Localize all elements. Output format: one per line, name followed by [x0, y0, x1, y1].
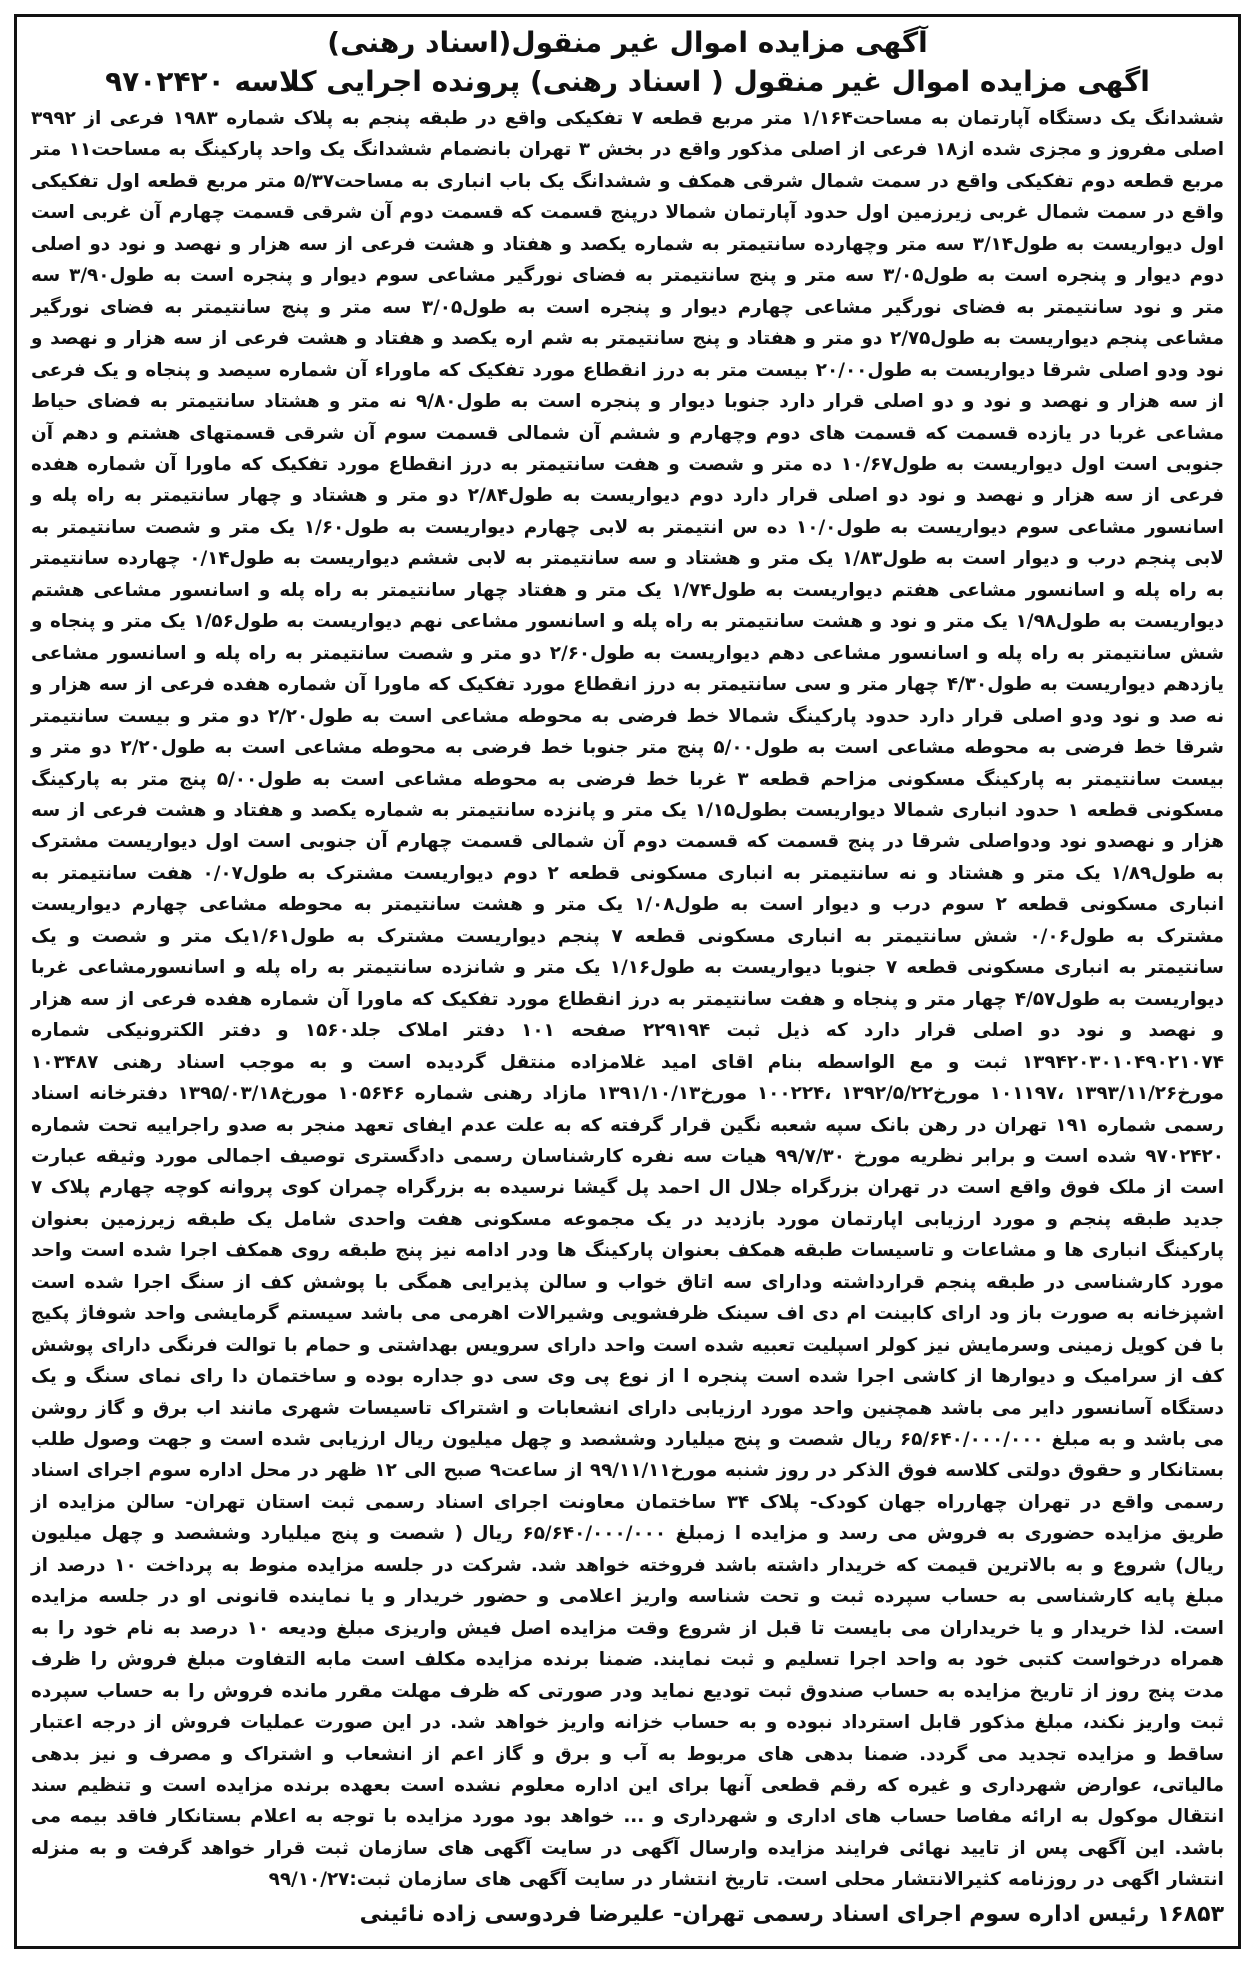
notice-body: ششدانگ یک دستگاه آپارتمان به مساحت۱/۱۶۴ متر مربع قطعه ۷ تفکیکی واقع در طبقه پنجم به پلاک شماره ۱۹۸۳ فرعی از ۳۹۹۲ اصلی مفروز و مجزی شده از۱۸ فرعی از اصلی مذکور واقع در بخش ۳ تهران بانضمام ششدانگ یک واحد پارکینگ به مساحت۱۱ متر مربع قطعه دوم تفکیکی واقع در سمت شمال شرقی همکف و ششدانگ یک باب انباری به مساحت۵/۳۷ متر مربع قطعه اول تفکیکی واقع در سمت شمال غربی زیرزمین اول حدود آپارتمان شمالا درپنج قسمت که قسمت دوم آن شرقی قسمت چهارم آن غربی است اول دیواریست به طول۳/۱۴ سه متر وچهارده سانتیمتر به شماره یکصد و هفتاد و هشت فرعی از سه هزار و نهصد و نود دو اصلی دوم دیوار و پنجره است به طول۳/۰۵ سه متر و پنج سانتیمتر به فضای نورگیر مشاعی سوم دیوار و پنجره است به طول۳/۹۰ سه متر و نود سانتیمتر به فضای نورگیر مشاعی چهارم دیوار و پنجره است به طول۳/۰۵ سه متر و پنج سانتیمتر به فضای نورگیر مشاعی پنجم دیواریست به طول۲/۷۵ دو متر و هفتاد و پنج سانتیمتر به شم اره یکصد و هفتاد و هشت فرعی از سه هزار و نهصد و نود ودو اصلی شرقا دیواریست به طول۲۰/۰۰ بیست متر به درز انقطاع مورد تفکیک که ماوراء آن شماره سیصد و پنجاه و یک فرعی از سه هزار و نهصد و نود و دو اصلی قرار دارد جنوبا دیوار و پنجره است به طول۹/۸۰ نه متر و هشتاد سانتیمتر به فضای حیاط مشاعی غربا در یازده قسمت که قسمت های دوم وچهارم و ششم آن شمالی قسمت سوم آن شرقی قسمتهای هشتم و دهم آن جنوبی است اول دیواریست به طول۱۰/۶۷ ده متر و شصت و هفت سانتیمتر به درز انقطاع مورد تفکیک که ماورا آن شماره هفده فرعی از سه هزار و نهصد و نود دو اصلی قرار دارد دوم دیواریست به طول۲/۸۴ دو متر و هشتاد و چهار سانتیمتر به راه پله و اسانسور مشاعی سوم دیواریست به طول۱۰/۰ ده س انتیمتر به لابی چهارم دیواریست به طول۱/۶۰ یک متر و شصت سانتیمتر به لابی پنجم درب و دیوار است به طول۱/۸۳ یک متر و هشتاد و سه سانتیمتر به لابی ششم دیواریست به طول۰/۱۴ چهارده سانتیمتر به راه پله و اسانسور مشاعی هفتم دیواریست به طول۱/۷۴ یک متر و هفتاد چهار سانتیمتر به راه پله و اسانسور مشاعی هشتم دیواریست به طول۱/۹۸ یک متر و نود و هشت سانتیمتر به راه پله و اسانسور مشاعی نهم دیواریست به طول۱/۵۶ یک متر و پنجاه و شش سانتیمتر به راه پله و اسانسور مشاعی دهم دیواریست به طول۲/۶۰ دو متر و شصت سانتیمتر به راه پله و اسانسور مشاعی یازدهم دیواریست به طول۴/۳۰ چهار متر و سی سانتیمتر به درز انقطاع مورد تفکیک که ماورا آن شماره هفده فرعی از سه هزار و نه صد و نود ودو اصلی قرار دارد حدود پارکینگ شمالا خط فرضی به محوطه مشاعی است به طول۲/۲۰ دو متر و بیست سانتیمتر شرقا خط فرضی به محوطه مشاعی است به طول۵/۰۰ پنج متر جنوبا خط فرضی به محوطه مشاعی است به طول۲/۲۰ دو متر و بیست سانتیمتر به پارکینگ مسکونی مزاحم قطعه ۳ غربا خط فرضی به محوطه مشاعی است به طول۵/۰۰ پنج متر به پارکینگ مسکونی قطعه ۱ حدود انباری شمالا دیواریست بطول۱/۱۵ یک متر و پانزده سانتیمتر به شماره یکصد و هفتاد و هشت فرعی از سه هزار و نهصدو نود ودواصلی شرقا در پنج قسمت که قسمت دوم آن شمالی قسمت چهارم آن جنوبی است اول دیواریست مشترک به طول۱/۸۹ یک متر و هشتاد و نه سانتیمتر به انباری مسکونی قطعه ۲ دوم دیواریست مشترک به طول۰/۰۷ هفت سانتیمتر به انباری مسکونی قطعه ۲ سوم درب و دیوار است به طول۱/۰۸ یک متر و هشت سانتیمتر به محوطه مشاعی چهارم دیواریست مشترک به طول۰/۰۶ شش سانتیمتر به انباری مسکونی قطعه ۷ پنجم دیواریست مشترک به طول۱/۶۱یک متر و شصت و یک سانتیمتر به انباری مسکونی قطعه ۷ جنوبا دیواریست به طول۱/۱۶ یک متر و شانزده سانتیمتر به راه پله و اسانسورمشاعی غربا دیواریست به طول۴/۵۷ چهار متر و پنجاه و هفت سانتیمتر به درز انقطاع مورد تفکیک که ماورا آن شماره هفده فرعی از سه هزار و نهصد و نود دو اصلی قرار دارد که ذیل ثبت ۲۲۹۱۹۴ صفحه ۱۰۱ دفتر املاک جلد۱۵۶۰ و دفتر الکترونیکی شماره ۱۳۹۴۲۰۳۰۱۰۴۹۰۲۱۰۷۴ ثبت و مع الواسطه بنام اقای امید غلامزاده منتقل گردیده است و به موجب اسناد رهنی ۱۰۳۴۸۷ مورخ۱۳۹۳/۱۱/۲۶ ،۱۰۱۱۹۷ مورخ۱۳۹۲/۵/۲۲ ،۱۰۰۲۲۴ مورخ۱۳۹۱/۱۰/۱۳ مازاد رهنی شماره ۱۰۵۶۴۶ مورخ۱۳۹۵/۰۳/۱۸ دفترخانه اسناد رسمی شماره ۱۹۱ تهران در رهن بانک سپه شعبه نگین قرار گرفته که به علت عدم ایفای تعهد منجر به صدو راجراییه تحت شماره ۹۷۰۲۴۲۰ شده است و برابر نظریه مورخ ۹۹/۷/۳۰ هیات سه نفره کارشناسان رسمی دادگستری توصیف اجمالی مورد وثیقه عبارت است از ملک فوق واقع است در تهران بزرگراه جلال ال احمد پل گیشا نرسیده به بزرگراه چمران کوی پروانه کوچه چهارم پلاک ۷ جدید طبقه پنجم و مورد ارزیابی اپارتمان مورد بازدید در یک مجموعه مسکونی هفت واحدی شامل یک طبقه زیرزمین بعنوان پارکینگ انباری ها و مشاعات و تاسیسات طبقه همکف بعنوان پارکینگ ها ودر ادامه نیز پنج طبقه روی همکف اجرا شده است واحد مورد کارشناسی در طبقه پنجم قرارداشته ودارای سه اتاق خواب و سالن پذیرایی همگی با پوشش کف از سنگ اجرا شده است اشپزخانه به صورت باز ود ارای کابینت ام دی اف سینک ظرفشویی وشیرالات اهرمی می باشد سیستم گرمایشی واحد شوفاژ پکیج با فن کویل زمینی وسرمایش نیز کولر اسپلیت تعبیه شده است واحد دارای سرویس بهداشتی و حمام با توالت فرنگی دارای پوشش کف از سرامیک و دیوارها از کاشی اجرا شده است پنجره ا از نوع پی وی سی دو جداره بوده و ساختمان دا رای نمای سنگ و یک دستگاه آسانسور دایر می باشد همچنین واحد مورد ارزیابی دارای انشعابات و اشتراک تاسیسات شهری مانند اب برق و گاز روشن می باشد و به مبلغ ۶۵/۶۴۰/۰۰۰/۰۰۰ ریال شصت و پنج میلیارد وششصد و چهل میلیون ریال ارزیابی شده است و جهت وصول طلب بستانکار و حقوق دولتی کلاسه فوق الذکر در روز شنبه مورخ۹۹/۱۱/۱۱ از ساعت۹ صبح الی ۱۲ ظهر در محل اداره سوم اجرای اسناد رسمی واقع در تهران چهارراه جهان کودک- پلاک ۳۴ ساختمان معاونت اجرای اسناد رسمی ثبت استان تهران- سالن مزایده از طریق مزایده حضوری به فروش می رسد و مزایده ا زمبلغ ۶۵/۶۴۰/۰۰۰/۰۰۰ ریال ( شصت و پنج میلیارد وششصد و چهل میلیون ریال) شروع و به بالاترین قیمت که خریدار داشته باشد فروخته خواهد شد. شرکت در جلسه مزایده منوط به پرداخت ۱۰ درصد از مبلغ پایه کارشناسی به حساب سپرده ثبت و تحت شناسه واریز اعلامی و حضور خریدار و یا نماینده قانونی او در جلسه مزایده است. لذا خریدار و یا خریداران می بایست تا قبل از شروع وقت مزایده اصل فیش واریزی مبلغ ودیعه ۱۰ درصد به نام خود را به همراه درخواست کتبی خود به واحد اجرا تسلیم و ثبت نمایند. ضمنا برنده مزایده مکلف است مابه التفاوت مبلغ فروش را ظرف مدت پنج روز از تاریخ مزایده به حساب صندوق ثبت تودیع نماید ودر صورتی که ظرف مهلت مقرر مانده فروش را به حساب سپرده ثبت واریز نکند، مبلغ مذکور قابل استرداد نبوده و به حساب خزانه واریز خواهد شد. در این صورت عملیات فروش از درجه اعتبار ساقط و مزایده تجدید می گردد. ضمنا بدهی های مربوط به آب و برق و گاز اعم از انشعاب و اشتراک و مصرف و نیز بدهی مالیاتی، عوارض شهرداری و غیره که رقم قطعی آنها برای این اداره معلوم نشده است بعهده برنده مزایده است و تنظیم سند انتقال موکول به ارائه مفاصا حساب های اداری و شهرداری و ... خواهد بود مورد مزایده با توجه به اعلام بستانکار فاقد بیمه می باشد. این آگهی پس از تایید نهائی فرایند مزایده وارسال آگهی در سایت آگهی های سازمان ثبت قرار خواهد گرفت و به منزله انتشار اگهی در روزنامه کثیرالانتشار محلی است. تاریخ انتشار در سایت آگهی های سازمان ثبت:۹۹/۱۰/۲۷ [31, 108, 1225, 1891]
notice-header [31, 23, 1224, 101]
notice-title: آگهی مزایده اموال غیر منقول(اسناد رهنی) [327, 26, 928, 59]
notice-signature: ۱۶۸۵۳ رئیس اداره سوم اجرای اسناد رسمی تهران- علیرضا فردوسی زاده نائینی [359, 1901, 1224, 1927]
notice-subtitle: اگهی مزایده اموال غیر منقول ( اسناد رهنی) پرونده اجرایی کلاسه ۹۷۰۲۴۲۰ [105, 65, 1150, 98]
auction-notice [14, 14, 1241, 1949]
